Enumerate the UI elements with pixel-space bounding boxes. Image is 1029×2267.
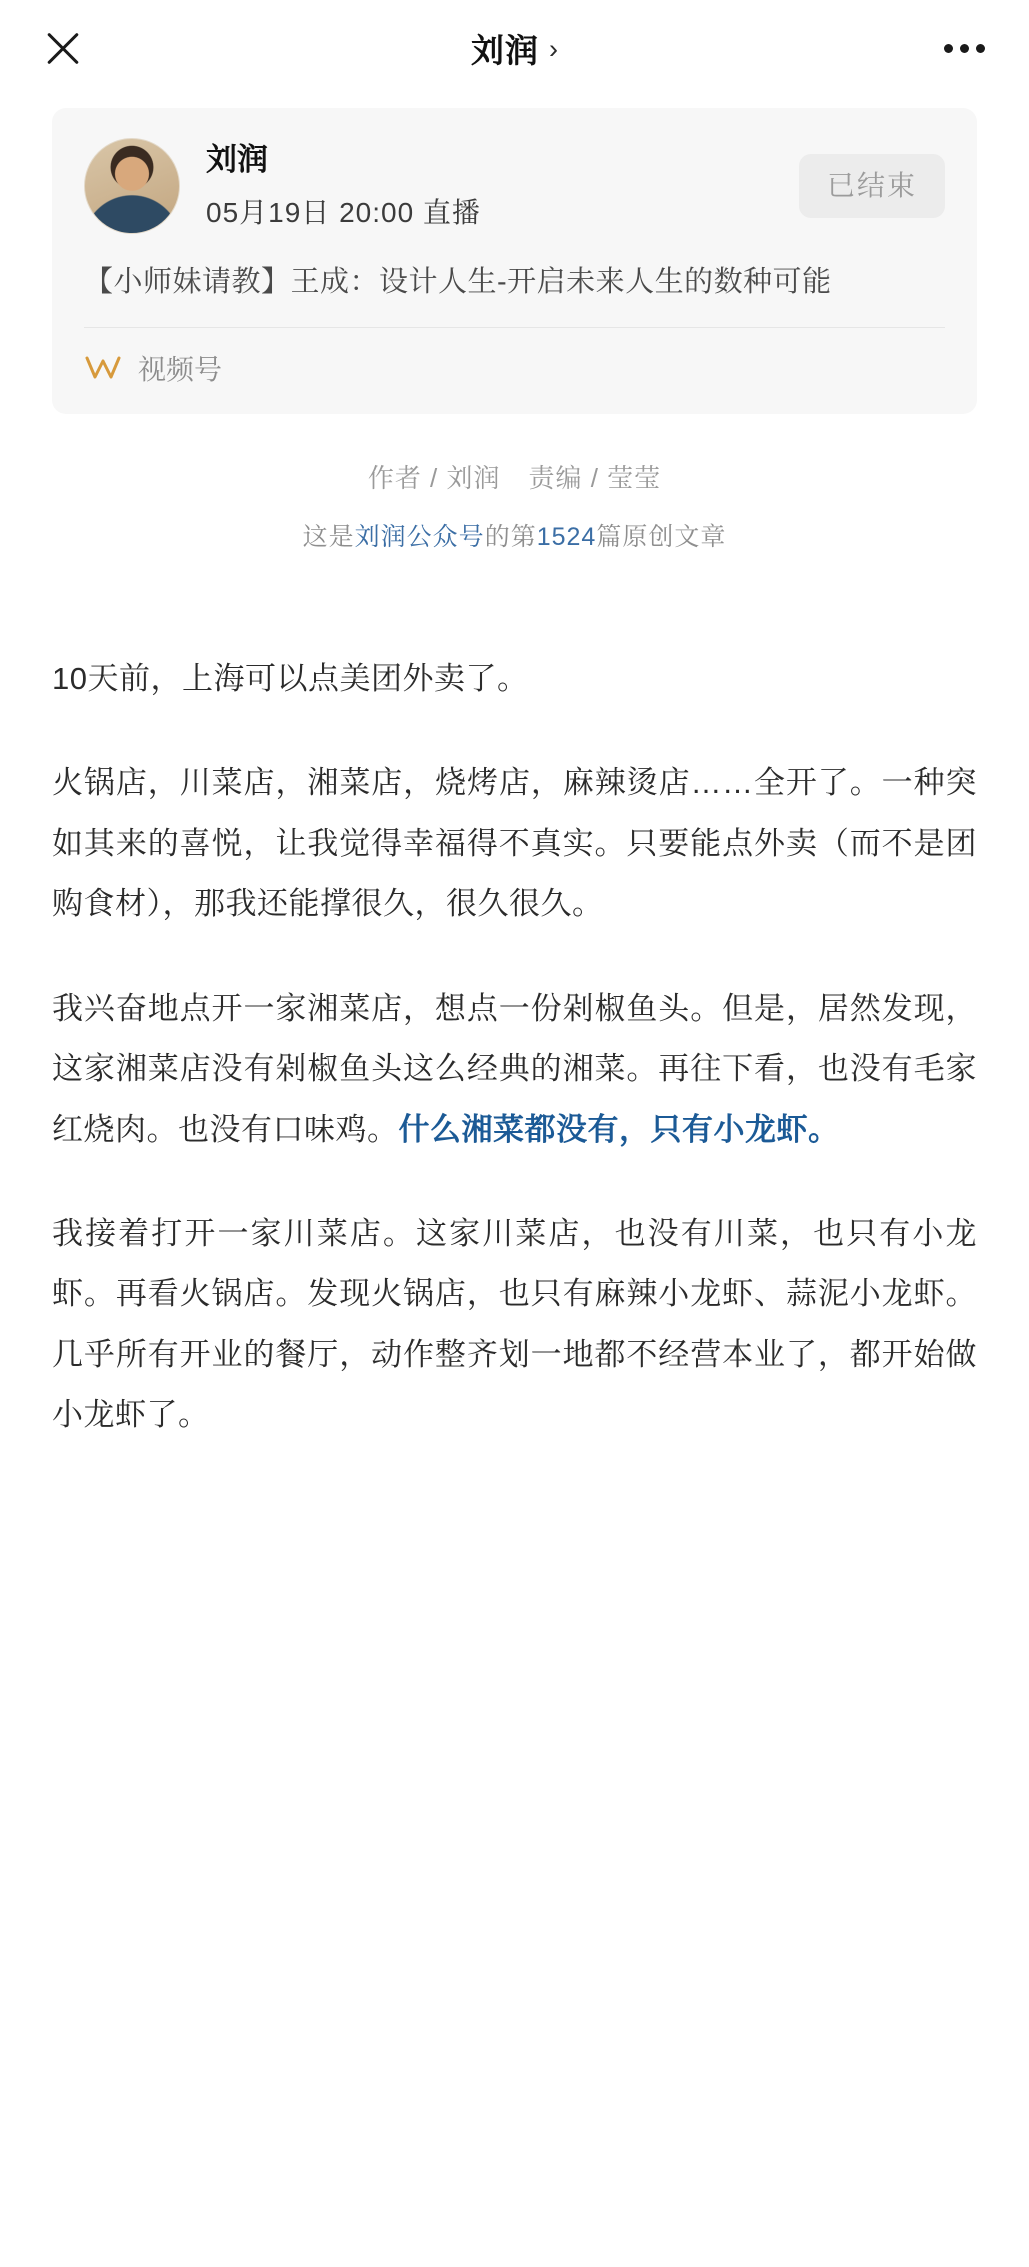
- video-channel-icon: [84, 353, 122, 383]
- byline: [0, 458, 1029, 495]
- paragraph-3-text: 我兴奋地点开一家湘菜店，想点一份剁椒鱼头。但是，居然发现，这家湘菜店没有剁椒鱼头这么经典的湘菜。再往下看，也没有毛家红烧肉。也没有口味鸡。: [52, 990, 977, 1147]
- video-channel-row[interactable]: [84, 348, 945, 388]
- close-icon[interactable]: [40, 25, 86, 71]
- article-count-line: [0, 517, 1029, 553]
- more-icon[interactable]: [944, 34, 985, 63]
- editor-name: 莹莹: [607, 462, 662, 493]
- chevron-right-icon: ›: [549, 34, 559, 64]
- more-dot: [976, 44, 985, 53]
- paragraph-3-emphasis: 什么湘菜都没有，只有小龙虾。: [398, 1111, 840, 1147]
- live-card[interactable]: [52, 108, 977, 414]
- count-suffix: 篇原创文章: [596, 522, 727, 551]
- status-badge: 已结束: [799, 154, 945, 218]
- author-name: 刘润: [446, 462, 501, 493]
- more-dot: [944, 44, 953, 53]
- video-channel-label: 视频号: [138, 353, 223, 385]
- editor-label: 责编 /: [528, 462, 608, 493]
- count-prefix: 这是: [302, 522, 355, 551]
- count-account: 刘润公众号: [354, 522, 485, 551]
- top-navigation-bar: [0, 0, 1029, 96]
- live-card-meta: [206, 141, 799, 232]
- live-card-header: [84, 138, 945, 234]
- divider: [84, 327, 945, 328]
- page-title-text: 刘润: [471, 31, 539, 69]
- article-body: [52, 649, 977, 1446]
- page-title[interactable]: [471, 25, 559, 72]
- count-mid: 的第: [484, 522, 537, 551]
- more-dot: [960, 44, 969, 53]
- live-time: 05月19日 20:00 直播: [206, 197, 481, 229]
- avatar[interactable]: [84, 138, 180, 234]
- paragraph-1: 10天前，上海可以点美团外卖了。: [52, 660, 529, 696]
- live-author-name: 刘润: [206, 141, 268, 177]
- live-description: 【小师妹请教】王成：设计人生-开启未来人生的数种可能: [84, 266, 832, 298]
- count-number: 1524: [536, 522, 597, 551]
- paragraph-3: [52, 979, 977, 1160]
- paragraph-4: 我接着打开一家川菜店。这家川菜店，也没有川菜，也只有小龙虾。再看火锅店。发现火锅店，也只有麻辣小龙虾、蒜泥小龙虾。几乎所有开业的餐厅，动作整齐划一地都不经营本业了，都开始做小龙虾了。: [52, 1216, 977, 1433]
- paragraph-2: 火锅店，川菜店，湘菜店，烧烤店，麻辣烫店……全开了。一种突如其来的喜悦，让我觉得幸福得不真实。只要能点外卖（而不是团购食材），那我还能撑很久，很久很久。: [52, 765, 977, 922]
- author-label: 作者 /: [367, 462, 447, 493]
